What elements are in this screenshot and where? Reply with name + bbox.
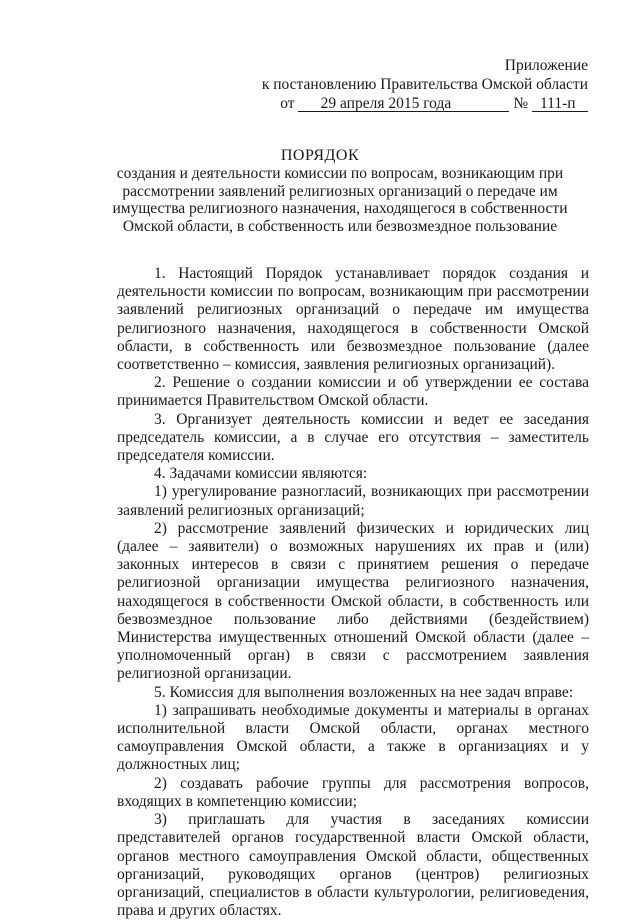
paragraph-4-item-1: 1) урегулирование разногласий, возникающих при рассмотрении заявлений религиозных организаций; <box>117 483 589 519</box>
resolution-reference: к постановлению Правительства Омской области <box>261 76 588 93</box>
resolution-number: 111-п <box>532 96 588 112</box>
paragraph-1: 1. Настоящий Порядок устанавливает порядок создания и деятельности комиссии по вопросам, возникающим при рассмотрении заявлений религиозных организаций о передаче им имущества религиозного назначения, находящегося в собственности Омской области, в собственность или безвозмездное пользование (далее соответственно – комиссия, заявления религиозных организаций). <box>117 265 589 374</box>
paragraph-5-item-1: 1) запрашивать необходимые документы и материалы в органах исполнительной власти Омской области, органах местного самоуправления Омской области, а также в организациях и у должностных лиц; <box>117 701 589 774</box>
document-subtitle: создания и деятельности комиссии по вопросам, возникающим при рассмотрении заявлений религиозных организаций о передаче им имущества религиозного назначения, находящегося в собственности Омской области, в собственность или безвозмездное пользование <box>112 165 568 235</box>
document-title: ПОРЯДОК <box>280 147 360 164</box>
paragraph-4-item-2: 2) рассмотрение заявлений физических и юридических лиц (далее – заявители) о возможных нарушениях их прав и (или) законных интересов в связи с принятием решения о передаче религиозной организации имущества религиозного назначения, находящегося в собственности Омской области, в собственность или безвозмездное пользование либо действиями (бездействием) Министерства имущественных отношений Омской области (далее – уполномоченный орган) в связи с рассмотрением заявления религиозной организации. <box>117 519 589 683</box>
paragraph-5: 5. Комиссия для выполнения возложенных на нее задач вправе: <box>154 683 574 701</box>
number-label: № <box>513 95 529 112</box>
paragraph-5-item-3: 3) приглашать для участия в заседаниях комиссии представителей органов государственной власти Омской области, органов местного самоуправления Омской области, общественных организаций, руководящих органов (центров) религиозных организаций, специалистов в области культурологии, религиоведения, права и других областях. <box>117 811 589 920</box>
document-body <box>117 265 589 920</box>
from-label: от <box>280 95 295 112</box>
resolution-date-number <box>248 94 588 113</box>
paragraph-3: 3. Организует деятельность комиссии и ведет ее заседания председатель комиссии, а в случае его отсутствия – заместитель председателя комиссии. <box>117 410 589 465</box>
resolution-date: 29 апреля 2015 года <box>298 96 473 112</box>
appendix-header <box>248 56 588 113</box>
paragraph-4: 4. Задачами комиссии являются: <box>154 465 368 483</box>
paragraph-5-item-2: 2) создавать рабочие группы для рассмотрения вопросов, входящих в компетенцию комиссии; <box>117 774 589 810</box>
date-underline <box>473 96 509 112</box>
paragraph-2: 2. Решение о создании комиссии и об утверждении ее состава принимается Правительством Омской области. <box>117 374 589 410</box>
appendix-label: Приложение <box>504 57 588 74</box>
